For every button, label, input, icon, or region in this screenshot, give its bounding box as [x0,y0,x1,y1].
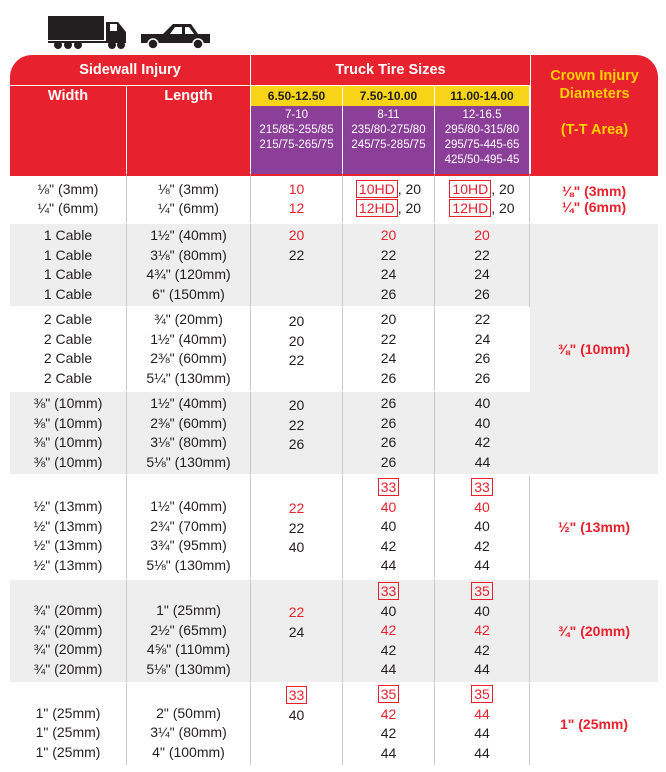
patch-value: 42 [380,537,397,554]
patch-value: 22 [380,246,397,263]
length-cell [127,174,251,224]
patch-value: 20 [380,227,397,243]
patch-value: 24 [474,330,491,347]
pickup-truck-icon [141,24,210,49]
patch-value: 44 [474,661,490,678]
patch-value: 20 [474,227,490,243]
size1-cell [251,684,343,766]
patch-value: 22 [288,604,305,620]
width-value: 1 Cable [43,266,93,282]
width-value: ⅜" (10mm) [33,414,103,431]
width-value: ½" (13mm) [33,556,103,573]
length-value: ⅛" (3mm) [158,180,219,197]
crown-value: ½" (13mm) [558,519,630,535]
patch-value: 26 [380,395,397,411]
width-cell [10,684,127,766]
size-range-1: 6.50-12.50 [251,86,343,106]
width-value: 2 Cable [43,350,93,366]
length-value: 2⅜" (60mm) [150,414,227,431]
length-value: ¾" (20mm) [154,311,223,327]
width-value: 1 Cable [43,227,93,243]
width-value: 2 Cable [43,369,93,386]
patch-value: 22 [474,246,490,263]
patch-value: 44 [474,725,490,741]
width-cell [10,476,127,580]
patch-value: 24 [474,266,490,282]
size3-cell [435,392,530,476]
width-header: Width [10,86,127,174]
patch-value: 42 [380,725,397,741]
length-value: 2½" (65mm) [150,621,227,638]
width-value: ⅜" (10mm) [33,453,103,470]
patch-value: 26 [380,369,397,386]
width-value: ¾" (20mm) [33,660,103,677]
length-cell [127,684,251,766]
size2-cell [343,476,435,580]
length-value: 4⅝" (110mm) [146,641,231,657]
width-value: 1" (25mm) [35,724,101,741]
patch-value: 44 [380,661,397,678]
size-list-2 [343,106,435,174]
width-cell [10,174,127,224]
patch-value: 33 [435,478,529,498]
patch-value: 22 [288,246,305,263]
patch-value: 26 [380,285,397,302]
size1-cell [251,476,343,580]
size1-cell [251,224,343,308]
size3-cell [435,174,530,224]
crown-cell [530,224,658,476]
width-value: ½" (13mm) [33,498,103,514]
size-line: 425/50-495-45 [444,154,520,167]
patch-value: 40 [474,602,490,619]
patch-value: 26 [474,369,491,386]
length-value: 2⅜" (60mm) [150,350,227,366]
patch-value: 26 [380,434,397,450]
patch-value: 26 [474,285,490,302]
patch-value: 22 [288,500,305,516]
width-cell [10,224,127,308]
patch-value: 20 [380,311,397,327]
size2-cell [343,580,435,684]
size1-cell [251,308,343,392]
patch-value: 40 [288,706,305,723]
semi-truck-icon [48,16,126,49]
width-value: ⅜" (10mm) [33,395,103,411]
length-value: 1½" (40mm) [150,395,227,411]
patch-value: 40 [380,518,397,535]
patch-value: 35 [435,685,529,705]
patch-value: 40 [474,518,490,535]
patch-value: 20 [288,332,305,349]
size-line: 8-11 [377,109,400,122]
patch-value: 35 [435,582,529,602]
width-value: ½" (13mm) [33,537,103,553]
truck-tire-sizes-header: Truck Tire Sizes [251,55,530,86]
size-line: 7-10 [284,109,309,122]
width-value: ⅛" (3mm) [37,180,99,197]
size1-cell [251,392,343,476]
length-value: 3¾" (95mm) [150,537,227,553]
length-value: 2¾" (70mm) [150,517,227,534]
size2-cell [343,174,435,224]
width-value: ¾" (20mm) [33,602,103,618]
length-value: 1½" (40mm) [150,227,227,243]
crown-value: ⅛" (3mm) [561,183,627,199]
length-value: 3⅛" (80mm) [150,246,227,263]
patch-value: 42 [380,705,397,722]
size1-cell [251,580,343,684]
patch-value: 42 [380,622,397,639]
length-value: 1" (25mm) [156,602,221,618]
size2-cell [343,392,435,476]
length-value: 5⅛" (130mm) [146,556,231,573]
size3-cell [435,580,530,684]
size3-cell [435,308,530,392]
patch-value: 42 [380,641,397,658]
width-value: ¼" (6mm) [37,200,99,216]
size-list-1 [251,106,343,174]
patch-value: 44 [474,705,490,722]
length-value: 6" (150mm) [152,285,225,302]
patch-value: 40 [474,414,491,431]
size-range-3: 11.00-14.00 [435,86,530,106]
patch-value: 33 [343,478,434,498]
length-value: 4" (100mm) [152,743,225,760]
size-line: 245/75-285/75 [351,139,426,152]
width-value: 2 Cable [43,311,93,327]
patch-value: 24 [380,266,397,282]
patch-value: 20 [288,227,305,243]
patch-value: 40 [380,498,397,515]
patch-value: 10HD , 20 [343,180,434,200]
length-cell [127,224,251,308]
patch-value: 44 [474,744,490,761]
patch-value: 12HD , 20 [435,199,529,219]
width-value: ½" (13mm) [33,517,103,534]
patch-value: 44 [474,557,490,574]
patch-value: 10HD , 20 [435,180,529,200]
patch-value: 20 [288,397,305,413]
crown-cell [530,476,658,580]
size1-cell [251,174,343,224]
crown-value: ¾" (20mm) [558,623,630,639]
width-cell [10,308,127,392]
patch-value: 42 [474,622,490,639]
size-line: 235/80-275/80 [351,124,426,137]
width-value: 1" (25mm) [35,704,101,721]
crown-cell [530,174,658,224]
size-line: 295/75-445-65 [444,139,520,152]
length-cell [127,392,251,476]
patch-value: 20 [288,313,305,329]
size3-cell [435,684,530,766]
size-line: 12-16.5 [462,109,502,122]
patch-value: 40 [380,602,397,619]
length-cell [127,580,251,684]
size3-cell [435,224,530,308]
width-cell [10,392,127,476]
patch-value: 44 [380,744,397,761]
length-cell [127,476,251,580]
patch-value: 22 [288,416,305,433]
width-cell [10,580,127,684]
width-value: ¾" (20mm) [33,641,103,657]
patch-value: 22 [288,352,305,368]
size2-cell [343,684,435,766]
width-value: 1 Cable [43,246,93,263]
patch-value: 42 [474,434,491,450]
length-value: 1½" (40mm) [150,498,227,514]
patch-value: 10 [288,180,305,197]
patch-value: 26 [474,350,491,366]
length-value: ¼" (6mm) [158,200,219,216]
width-value: ¾" (20mm) [33,621,103,638]
patch-value: 44 [474,453,491,470]
size2-cell [343,224,435,308]
sidewall-injury-header: Sidewall Injury [10,55,251,86]
vehicle-icons [48,14,218,50]
patch-value: 26 [288,436,305,452]
crown-value: ¼" (6mm) [561,199,627,215]
patch-value: 12HD , 20 [343,199,434,219]
crown-value: 1" (25mm) [559,716,629,732]
patch-value: 26 [380,414,397,431]
length-value: 5¼" (130mm) [146,369,231,386]
length-value: 2" (50mm) [156,704,221,721]
size-line: 295/80-315/80 [444,124,520,137]
patch-value: 40 [474,498,490,515]
length-header: Length [127,86,251,174]
size2-cell [343,308,435,392]
patch-value: 26 [380,453,397,470]
width-value: 2 Cable [43,330,93,347]
crown-value: ⅜" (10mm) [558,341,630,357]
length-value: 5⅛" (130mm) [146,660,231,677]
crown-title-line2: Diameters [559,86,630,102]
patch-value: 40 [288,539,305,555]
width-value: 1 Cable [43,285,93,302]
width-value: ⅜" (10mm) [33,434,103,450]
width-value: 1" (25mm) [35,743,101,760]
size3-cell [435,476,530,580]
length-value: 5⅛" (130mm) [146,453,231,470]
length-value: 4¾" (120mm) [146,266,231,282]
patch-value: 22 [474,311,491,327]
length-value: 1½" (40mm) [150,330,227,347]
crown-cell [530,580,658,684]
patch-value: 33 [343,582,434,602]
patch-value: 42 [474,537,490,554]
patch-value: 12 [288,200,305,216]
size-list-3 [435,106,530,174]
length-value: 3¼" (80mm) [150,724,227,741]
crown-cell [530,684,658,766]
length-value: 3⅛" (80mm) [150,434,227,450]
patch-value: 33 [251,686,342,706]
patch-value: 44 [380,557,397,574]
patch-value: 22 [380,330,397,347]
tire-repair-table [10,55,658,766]
crown-title-line1: Crown Injury [550,68,639,84]
patch-value: 24 [288,623,305,640]
size-line: 215/75-265/75 [259,139,334,152]
patch-value: 24 [380,350,397,366]
length-cell [127,308,251,392]
size-line: 215/85-255/85 [259,124,334,137]
patch-value: 22 [288,519,305,536]
crown-injury-header [530,55,658,174]
patch-value: 42 [474,641,490,658]
crown-area-label: (T-T Area) [560,122,629,138]
size-range-2: 7.50-10.00 [343,86,435,106]
patch-value: 40 [474,395,491,411]
patch-value: 35 [343,685,434,705]
